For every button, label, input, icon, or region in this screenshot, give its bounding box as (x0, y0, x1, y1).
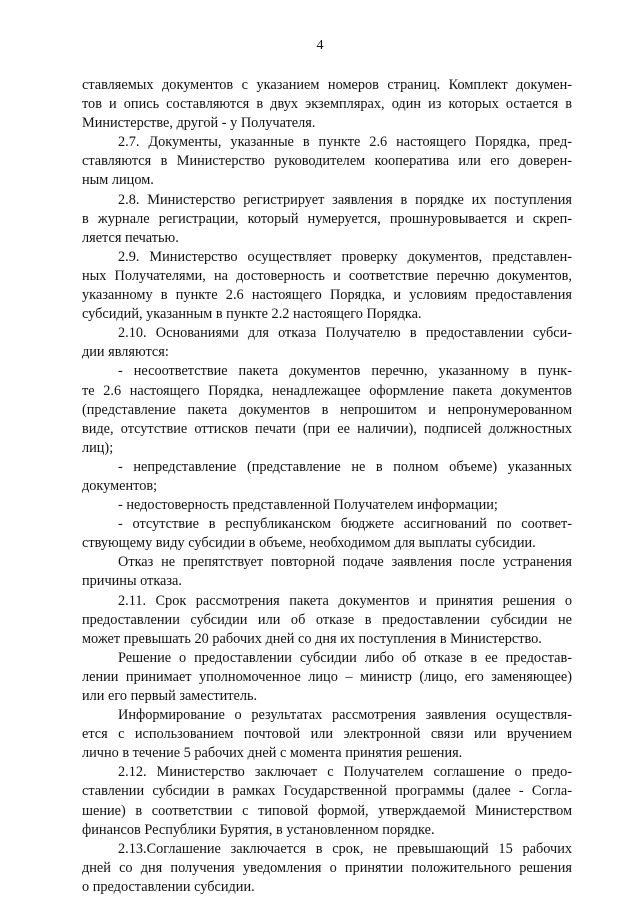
text-line: Министерстве, другой - у Получателя. (82, 115, 316, 132)
text-line: - отсутствие в республиканском бюджете ассигнований по соответ- (118, 516, 572, 533)
text-line: тов и опись составляются в двух экземплярах, один из которых остается в (82, 96, 572, 113)
text-line: лении принимает уполномоченное лицо – министр (лицо, его заменяющее) (82, 668, 572, 685)
text-line: 2.12. Министерство заключает с Получателем соглашение о предо- (118, 764, 572, 781)
text-line: ставляемых документов с указанием номеров страниц. Комплект докумен- (82, 77, 572, 93)
text-line: шение) в соответствии с типовой формой, утверждаемой Министерством (82, 802, 572, 819)
text-line: - недостоверность представленной Получателем информации; (118, 497, 498, 514)
text-line: ствующему виду субсидии в объеме, необходимом для выплаты субсидии. (82, 535, 536, 552)
text-line: виде, отсутствие оттисков печати (при ее наличии), подписей должностных (82, 420, 572, 437)
text-line: 2.9. Министерство осуществляет проверку документов, представлен- (118, 248, 572, 265)
text-line: документов; (82, 477, 158, 494)
text-line: ных Получателями, на достоверность и соответствие перечню документов, (82, 267, 572, 284)
text-line: лично в течение 5 рабочих дней с момента принятия решения. (82, 745, 463, 762)
text-line: указанному в пункте 2.6 настоящего Порядка, и условиям предоставления (82, 287, 572, 304)
text-line: ется с использованием почтовой или электронной связи или вручением (82, 726, 572, 743)
text-line: (представление пакета документов в непрошитом и непронумерованном (82, 401, 572, 418)
text-line: дней со дня получения уведомления о принятии положительного решения (82, 859, 572, 876)
text-line: ставлении субсидии в рамках Государственной программы (далее - Согла- (82, 783, 572, 800)
text-line: может превышать 20 рабочих дней со дня их поступления в Министерство. (82, 630, 542, 647)
text-line: 2.11. Срок рассмотрения пакета документов и принятия решения о (118, 592, 572, 609)
text-line: те 2.6 настоящего Порядка, ненадлежащее оформление пакета документов (82, 382, 572, 399)
document-body (82, 76, 572, 897)
text-line: ляется печатью. (82, 229, 179, 246)
text-line: причины отказа. (82, 573, 182, 590)
text-line: ным лицом. (82, 172, 154, 189)
text-line: или его первый заместитель. (82, 688, 258, 704)
text-line: 2.13.Соглашение заключается в срок, не превышающий 15 рабочих (118, 840, 572, 857)
text-line: Решение о предоставлении субсидии либо об отказе в ее предостав- (118, 649, 572, 666)
text-line: в журнале регистрации, который нумеруется, прошнуровывается и скреп- (82, 210, 572, 227)
text-line: 2.10. Основаниями для отказа Получателю в предоставлении субси- (118, 325, 572, 342)
text-line: Информирование о результатах рассмотрения заявления осуществля- (118, 707, 572, 724)
text-line: - несоответствие пакета документов перечню, указанному в пунк- (118, 363, 572, 380)
text-line: субсидий, указанным в пункте 2.2 настоящего Порядка. (82, 306, 422, 323)
text-line: Отказ не препятствует повторной подаче заявления после устранения (118, 554, 572, 571)
text-line: дии являются: (82, 344, 169, 361)
text-line: лиц); (82, 439, 114, 456)
page-number: 4 (316, 38, 324, 53)
text-line: 2.7. Документы, указанные в пункте 2.6 настоящего Порядка, пред- (118, 134, 572, 151)
text-line: - непредставление (представление не в полном объеме) указанных (118, 458, 572, 475)
text-line: финансов Республики Бурятия, в установленном порядке. (82, 821, 435, 838)
text-line: 2.8. Министерство регистрирует заявления в порядке их поступления (118, 191, 572, 208)
text-line: о предоставлении субсидии. (82, 878, 255, 895)
text-line: предоставлении субсидии или об отказе в предоставлении субсидии не (82, 611, 572, 628)
text-line: ставляются в Министерство руководителем кооператива или его доверен- (82, 153, 572, 170)
